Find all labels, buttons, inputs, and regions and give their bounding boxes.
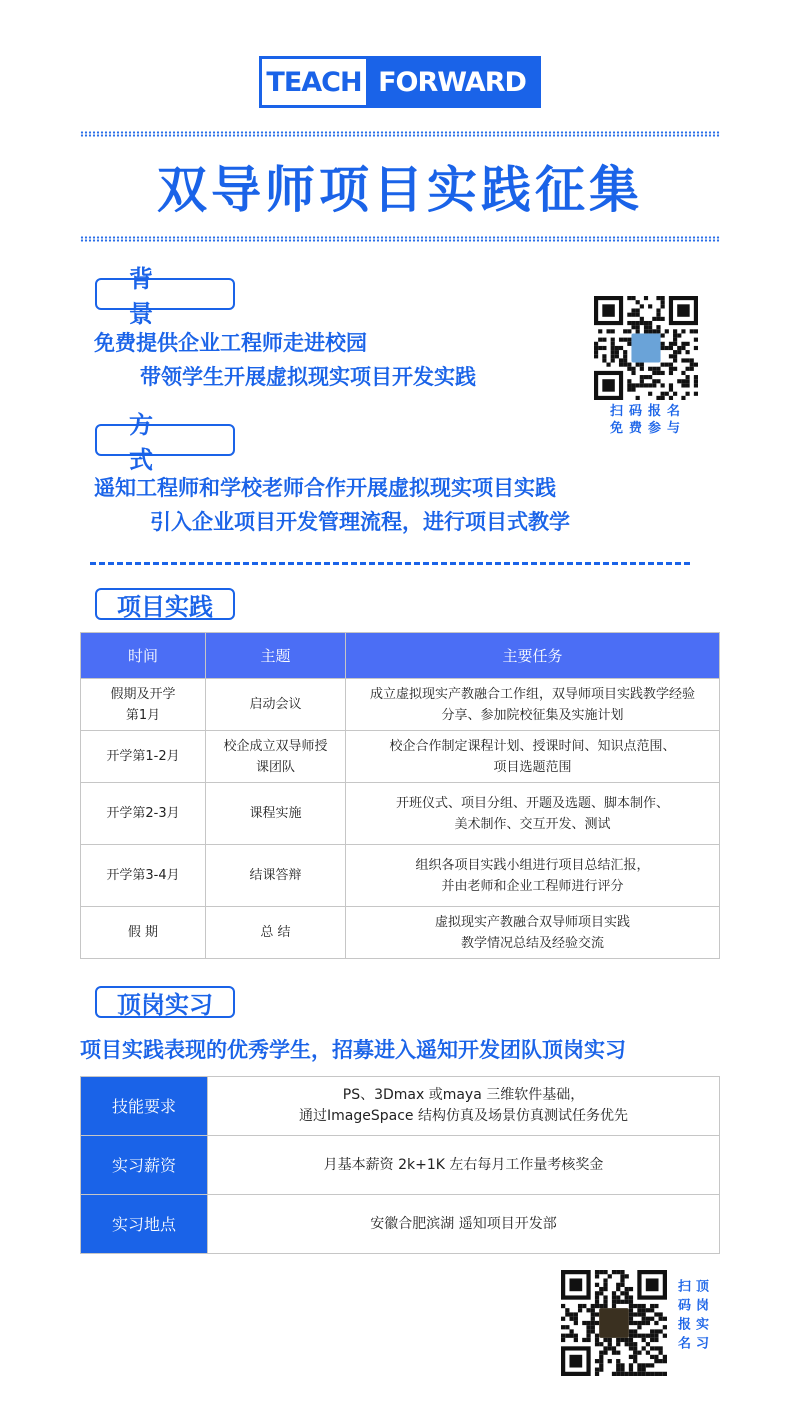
row-time: 开学第2-3月 xyxy=(81,783,206,845)
table-row xyxy=(81,783,720,845)
dotted-divider-top xyxy=(80,131,720,137)
row-task: 校企合作制定课程计划、授课时间、知识点范围、 项目选题范围 xyxy=(346,731,720,783)
qr2-caption-col-2: 顶岗实习 xyxy=(693,1279,708,1355)
column-header-topic: 主题 xyxy=(206,633,346,679)
table-row xyxy=(81,1077,720,1136)
table-row xyxy=(81,1195,720,1254)
section-tag-background: 背景 xyxy=(95,278,235,310)
table-row xyxy=(81,907,720,959)
method-line-2: 引入企业项目开发管理流程，进行项目式教学 xyxy=(150,510,570,534)
qr-caption-line-2: 免费参与 xyxy=(609,421,686,436)
row-task: 成立虚拟现实产教融合工作组，双导师项目实践教学经验 分享、参加院校征集及实施计划 xyxy=(346,679,720,731)
background-line-2: 带领学生开展虚拟现实项目开发实践 xyxy=(140,365,476,389)
row-time: 假期及开学 第1月 xyxy=(81,679,206,731)
logo-part-forward: FORWARD xyxy=(366,59,538,105)
table-row xyxy=(81,731,720,783)
row-time: 假 期 xyxy=(81,907,206,959)
method-line-1: 遥知工程师和学校老师合作开展虚拟现实项目实践 xyxy=(94,476,556,500)
background-line-1: 免费提供企业工程师走进校园 xyxy=(94,331,367,355)
table-row xyxy=(81,1136,720,1195)
column-header-time: 时间 xyxy=(81,633,206,679)
section-tag-practice: 项目实践 xyxy=(95,588,235,620)
row-value: 月基本薪资 2k+1K 左右每月工作量考核奖金 xyxy=(208,1136,720,1195)
dashed-divider xyxy=(90,562,690,565)
qr2-caption-col-1: 扫码报名 xyxy=(675,1279,690,1355)
qr-center-logo xyxy=(631,333,660,362)
section-tag-internship: 顶岗实习 xyxy=(95,986,235,1018)
column-header-task: 主要任务 xyxy=(346,633,720,679)
row-topic: 启动会议 xyxy=(206,679,346,731)
row-topic: 结课答辩 xyxy=(206,845,346,907)
practice-schedule-table xyxy=(80,632,720,959)
dotted-divider-bottom xyxy=(80,236,720,242)
table-row xyxy=(81,679,720,731)
row-topic: 校企成立双导师授 课团队 xyxy=(206,731,346,783)
row-task: 虚拟现实产教融合双导师项目实践 教学情况总结及经验交流 xyxy=(346,907,720,959)
page-title: 双导师项目实践征集 xyxy=(157,161,643,219)
row-label: 实习地点 xyxy=(81,1195,208,1254)
row-time: 开学第3-4月 xyxy=(81,845,206,907)
signup-qr-code[interactable] xyxy=(594,296,698,400)
row-task: 组织各项目实践小组进行项目总结汇报， 并由老师和企业工程师进行评分 xyxy=(346,845,720,907)
qr-caption-line-1: 扫码报名 xyxy=(609,404,686,419)
internship-table xyxy=(80,1076,720,1254)
row-topic: 总 结 xyxy=(206,907,346,959)
table-row xyxy=(81,845,720,907)
internship-headline: 项目实践表现的优秀学生，招募进入遥知开发团队顶岗实习 xyxy=(80,1038,626,1062)
row-label: 实习薪资 xyxy=(81,1136,208,1195)
brand-logo xyxy=(259,56,541,108)
logo-part-teach: TEACH xyxy=(262,59,366,105)
row-task: 开班仪式、项目分组、开题及选题、脚本制作、 美术制作、交互开发、测试 xyxy=(346,783,720,845)
row-value: 安徽合肥滨湖 遥知项目开发部 xyxy=(208,1195,720,1254)
row-time: 开学第1-2月 xyxy=(81,731,206,783)
section-tag-method: 方式 xyxy=(95,424,235,456)
row-value: PS、3Dmax 或maya 三维软件基础， 通过ImageSpace 结构仿真及场景仿真测试任务优先 xyxy=(208,1077,720,1136)
row-topic: 课程实施 xyxy=(206,783,346,845)
row-label: 技能要求 xyxy=(81,1077,208,1136)
internship-qr-code[interactable] xyxy=(561,1270,667,1376)
table-header-row xyxy=(81,633,720,679)
qr-center-logo xyxy=(599,1308,629,1338)
